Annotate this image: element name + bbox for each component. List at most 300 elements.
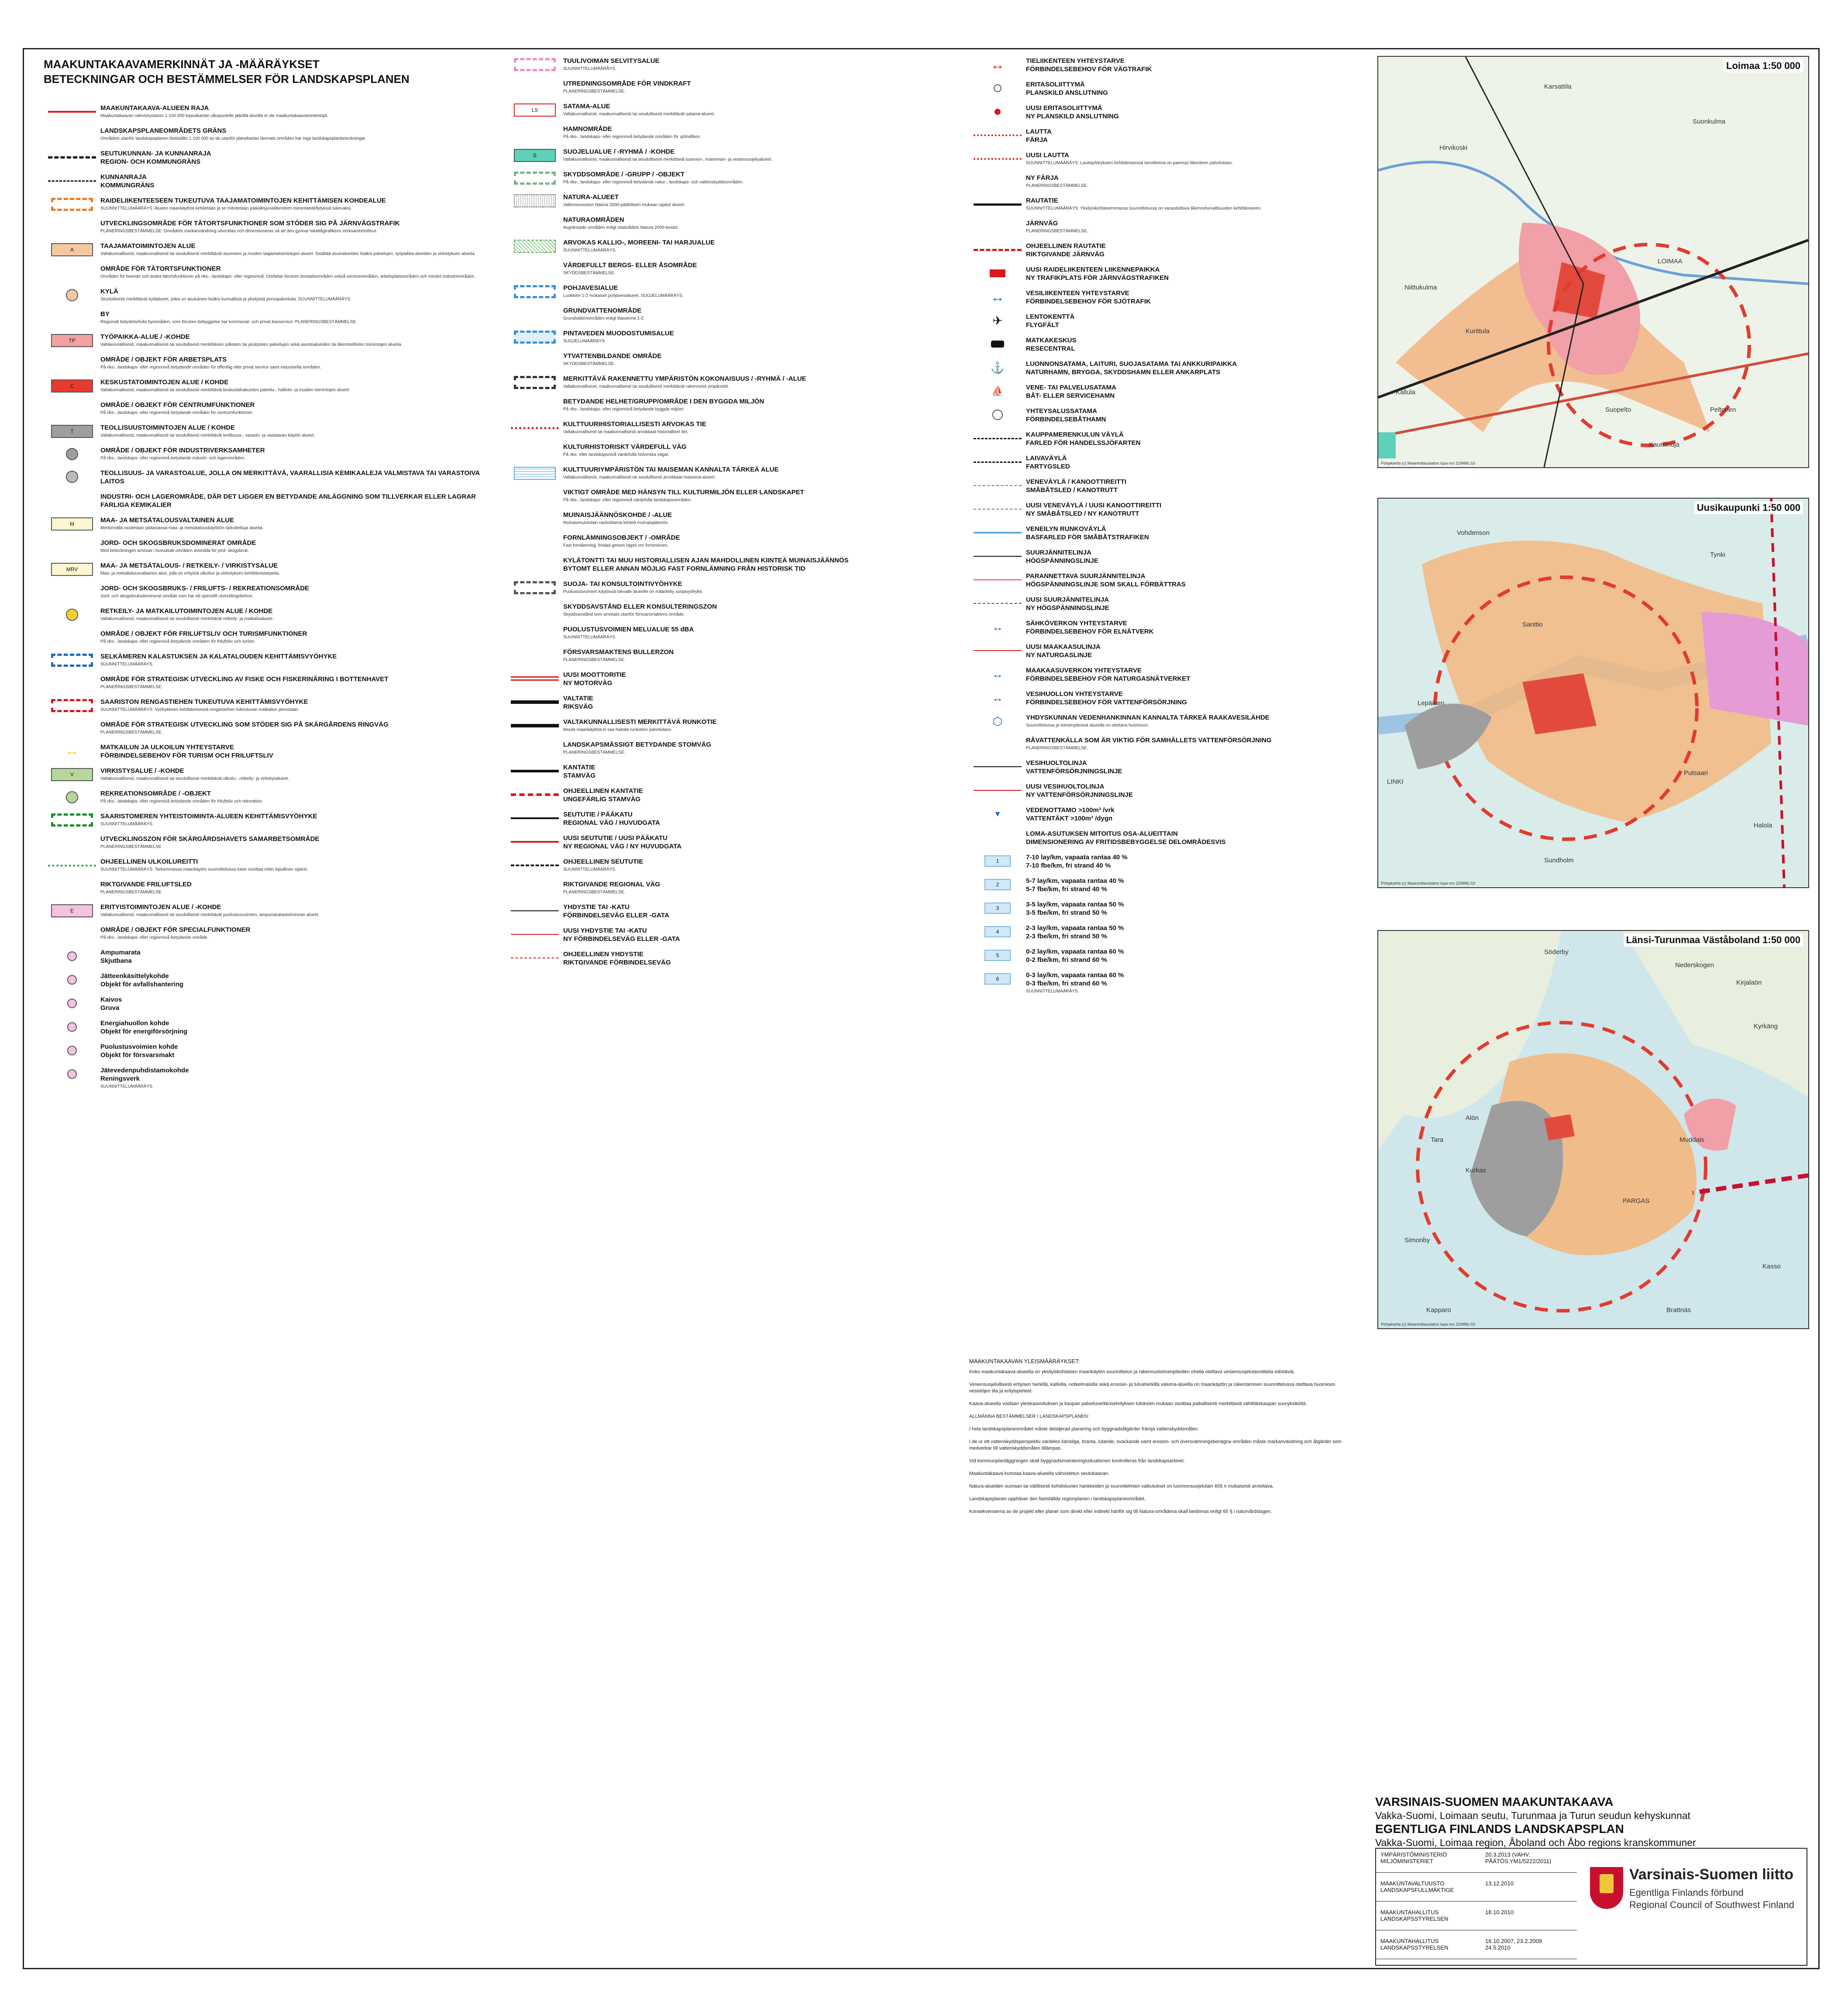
gas-arrow-symbol: ↔: [992, 667, 1003, 681]
legend-entry: [969, 104, 1371, 121]
dash-black-box-symbol: [506, 375, 563, 390]
blue-dash-box-sm-symbol: [506, 284, 563, 300]
legend-entry: [44, 880, 498, 896]
zone-4-symbol: 4: [969, 924, 1026, 940]
approval-row: [1376, 1878, 1577, 1902]
circle-R-symbol: [44, 607, 100, 623]
legend-description: På riks-, landskaps- eller regionnivå betydande natur-, landskaps- och vattenskyddsområden.: [563, 180, 743, 185]
place-label: Halola: [1754, 822, 1772, 829]
place-label: Tara: [1431, 1136, 1444, 1144]
legend-entry: [506, 741, 960, 756]
legend-title: GRUNDVATTENOMRÅDE: [563, 307, 642, 314]
legend-title: Kaivos Gruva: [100, 996, 122, 1012]
legend-text: [563, 927, 960, 943]
legend-text: [100, 173, 498, 189]
legend-entry: [969, 525, 1371, 541]
map-loimaa[interactable]: [1377, 56, 1809, 468]
legend-title: SKYDDSOMRÅDE / -GRUPP / -OBJEKT: [563, 171, 685, 178]
legend-text: [563, 858, 960, 872]
legend-entry: [44, 743, 498, 760]
legend-text: [100, 265, 498, 279]
box-E-symbol: E: [44, 903, 100, 919]
legend-entry: [969, 219, 1371, 235]
symbol-placeholder: [44, 880, 100, 896]
legend-entry: [44, 1019, 498, 1036]
symbol-placeholder: [506, 443, 563, 458]
legend-entry: [506, 603, 960, 618]
place-label: Suonkulma: [1693, 118, 1726, 125]
legend-entry: [969, 57, 1371, 73]
legend-title: NATURA-ALUEET: [563, 193, 619, 201]
legend-entry: [44, 219, 498, 235]
box-V-symbol: V: [44, 767, 100, 782]
legend-description: Luokkien 1-2 mukaiset pohjavesialueet. SUOJELUMÄÄRÄYS.: [563, 293, 684, 298]
legend-text: [100, 835, 498, 850]
legend-description: PLANERINGSBESTÄMMELSE.: [1026, 746, 1088, 751]
symbol-placeholder: [44, 355, 100, 371]
legend-entry: [506, 352, 960, 368]
legend-title: VESILIIKENTEEN YHTEYSTARVE FÖRBINDELSEBEHOV FÖR SJÖTRAFIK: [1026, 289, 1151, 305]
legend-entry: [506, 216, 960, 231]
symbol-placeholder: [44, 835, 100, 851]
legend-entry: [969, 806, 1371, 823]
place-label: Sundholm: [1544, 857, 1574, 864]
legend-text: [563, 284, 960, 299]
legend-description: PLANERINGSBESTÄMMELSE.: [100, 685, 163, 689]
legend-description: Områdets utanför landskapsplanen fastställts 1:100 000 av de utanför planekartan lämnats områden har inga landskapsplanbeteckningar.: [100, 136, 366, 141]
approval-row: [1376, 1849, 1577, 1873]
legend-title: UTREDNINGSOMRÅDE FÖR VINDKRAFT: [563, 80, 691, 87]
legend-entry: [44, 858, 498, 873]
legend-text: [100, 539, 498, 554]
map-title: Uusikaupunki 1:50 000: [1694, 501, 1803, 514]
legend-title: KULTTUURIYMPÄRISTÖN TAI MAISEMAN KANNALTA TÄRKEÄ ALUE: [563, 466, 779, 473]
legend-entry: [506, 238, 960, 254]
road-vt-symbol: [506, 694, 563, 710]
legend-entry: [506, 193, 960, 209]
legend-text: [563, 694, 960, 711]
legend-text: [563, 741, 960, 755]
place-label: Kurkas: [1466, 1167, 1486, 1174]
legend-text: [100, 652, 498, 667]
legend-entry: [44, 972, 498, 989]
legend-text: [100, 310, 498, 325]
title-block: [1375, 1795, 1807, 1849]
legend-entry: [506, 148, 960, 163]
legend-entry: [44, 698, 498, 713]
map-loimaa-canvas: [1378, 57, 1808, 467]
legend-text: [100, 1043, 498, 1059]
place-label: Karsattila: [1544, 83, 1572, 90]
legend-entry: [44, 584, 498, 600]
symbol-placeholder: [44, 720, 100, 736]
map-vastaboland-canvas: [1378, 931, 1808, 1328]
legend-text: [1026, 289, 1371, 306]
legend-title: VEDENOTTAMO >100m³ /vrk VATTENTÄKT >100m³ /dygn: [1026, 806, 1115, 822]
legend-description: SUUNNITTELUMÄÄRÄYS.: [100, 822, 154, 827]
legend-entry: [506, 170, 960, 186]
legend-text: [100, 607, 498, 622]
legend-text: [100, 789, 498, 804]
legend-text: [563, 763, 960, 780]
legend-title: UUSI MAAKAASULINJA NY NATURGASLINJE: [1026, 643, 1101, 659]
legend-text: [563, 79, 960, 94]
legend-entry: [969, 736, 1371, 752]
legend-description: Valtakunnallisesti, maakunnallisesti tai seudullisesti merkittävät teollisuus-, varasto- ja vastaavan käytön alueet.: [100, 433, 315, 438]
legend-description: På riks-, landskaps- eller regionnivå betydande område.: [100, 935, 209, 940]
legend-text: [1026, 104, 1371, 121]
legend-title: 0-2 lay/km, vapaata rantaa 60 % 0-2 fbe/km, fri strand 60 %: [1026, 948, 1124, 964]
legend-text: [1026, 454, 1371, 471]
legend-entry: [506, 102, 960, 118]
legend-title: UUSI VESIHUOLTOLINJA NY VATTENFÖRSÖRJNINGSLINJE: [1026, 783, 1133, 799]
legend-entry: [969, 336, 1371, 353]
place-label: Kallula: [1396, 389, 1416, 396]
legend-text: [1026, 643, 1371, 659]
legend-title: JORD- OCH SKOGSBRUKS- / FRILUFTS- / REKREATIONSOMRÅDE: [100, 585, 310, 592]
legend-title: NATURAOMRÅDEN: [563, 216, 624, 224]
legend-text: [1026, 431, 1371, 447]
legend-title: KULTTUURIHISTORIALLISESTI ARVOKAS TIE: [563, 420, 706, 428]
legend-entry: [44, 516, 498, 532]
fairway5-symbol: [969, 525, 1026, 541]
legend-title: MATKAKESKUS RESECENTRAL: [1026, 337, 1077, 352]
plane-symbol: ✈: [992, 314, 1003, 327]
fairway3-symbol: [969, 478, 1026, 493]
legend-title: KANTATIE STAMVÄG: [563, 764, 595, 779]
place-label: LOIMAA: [1658, 258, 1683, 265]
approval-date: 18.10.2010: [1485, 1909, 1514, 1916]
legend-title: OHJEELLINEN ULKOILUREITTI: [100, 858, 198, 865]
legend-title: VENEILYN RUNKOVÄYLÄ BASFARLED FÖR SMÅBÅTSTRAFIKEN: [1026, 525, 1149, 541]
box-MRV-symbol: MRV: [44, 562, 100, 577]
regulation-paragraph: Koko maakuntakaava-alueella on yksityiskohtaisen maankäytön suunnittelun ja rakennustoimenpiteiden ohella otettava vesiensuojelutavoitteita edistäviä.: [969, 1369, 1295, 1375]
dotted-red-line2-symbol: [969, 151, 1026, 167]
legend-title: VESIHUOLTOLINJA VATTENFÖRSÖRJNINGSLINJE: [1026, 759, 1122, 775]
dotted-red-line-symbol: [969, 127, 1026, 143]
legend-text: [563, 648, 960, 663]
legend-entry: [506, 443, 960, 458]
legend-entry: [969, 196, 1371, 212]
regulation-paragraph: Konsekvenserna av de projekt eller planer som direkt eller indirekt hänför sig till Natura-områdena skall bedömas enligt 65 § i naturvårdslagen.: [969, 1509, 1272, 1514]
legend-title: SEUTUKUNNAN- JA KUNNANRAJA REGION- OCH KOMMUNGRÄNS: [100, 150, 211, 165]
box-C-symbol: C: [44, 378, 100, 394]
legend-text: [563, 397, 960, 412]
regulation-paragraph: Vesiensuojelullisesti erityisen herkillä, kalliolla, notkelmaisilla sekä eroosio- ja tulvaherkillä valuma-alueilla on maankäytön ja rakentamisen suunnittelussa otettava huomioon vesistöjen tila ja erityispiirteet.: [969, 1382, 1335, 1394]
legend-text: [1026, 196, 1371, 211]
legend-description: PLANERINGSBESTÄMMELSE.: [100, 844, 163, 849]
legend-description: Fast fornlämning, fredad genom lagen om fornminnen.: [563, 543, 669, 548]
legend-title: RÅVATTENKÄLLA SOM ÄR VIKTIG FÖR SAMHÄLLETS VATTENFÖRSÖRJNING: [1026, 737, 1272, 744]
legend-entry: [506, 694, 960, 711]
fairway2-symbol: [969, 454, 1026, 470]
legend-title: SÄHKÖVERKON YHTEYSTARVE FÖRBINDELSEBEHOV FÖR ELNÄTVERK: [1026, 620, 1154, 635]
legend-entry: [44, 469, 498, 486]
legend-text: [563, 352, 960, 367]
map-uusikaupunki[interactable]: [1377, 498, 1809, 888]
legend-entry: [44, 607, 498, 623]
legend-entry: [969, 759, 1371, 775]
map-title: Loimaa 1:50 000: [1724, 59, 1803, 72]
legend-text: [100, 743, 498, 760]
legend-text: [1026, 478, 1371, 494]
approval-row: [1376, 1935, 1577, 1959]
legend-title: OHJEELLINEN KANTATIE UNGEFÄRLIG STAMVÄG: [563, 787, 643, 803]
legend-text: [1026, 383, 1371, 400]
symbol-placeholder: [969, 219, 1026, 235]
legend-text: [100, 858, 498, 872]
symbol-placeholder: [506, 556, 563, 572]
legend-text: [563, 375, 960, 389]
legend-entry: [44, 720, 498, 736]
legend-column-3: [969, 57, 1371, 1001]
zone-6-symbol: 6: [969, 971, 1026, 987]
plan-subtitle-fi: Vakka-Suomi, Loimaan seutu, Turunmaa ja Turun seudun kehyskunnat: [1375, 1810, 1690, 1821]
legend-text: [563, 625, 960, 640]
legend-description: Med beteckningen anvisas i huvudsak områden avsedda för jord- skogsbruk.: [100, 548, 249, 553]
regulation-paragraph: ALLMÄNNA BESTÄMMELSER I LANDSKAPSPLANEN:: [969, 1414, 1089, 1419]
legend-title: RAUTATIE: [1026, 197, 1058, 204]
legend-text: [1026, 596, 1371, 612]
legend-title: SUOJELUALUE / -RYHMÄ / -KOHDE: [563, 148, 675, 155]
place-label: Kasso: [1762, 1263, 1781, 1270]
symbol-placeholder: [44, 401, 100, 417]
legend-entry: [969, 289, 1371, 306]
legend-title: INDUSTRI- OCH LAGEROMRÅDE, DÄR DET LIGGER EN BETYDANDE ANLÄGGNING SOM TILLVERKAR ELLER LAGRAR FARLIGA KEMIKALIER: [100, 493, 476, 509]
place-label: Brattnäs: [1666, 1306, 1691, 1314]
legend-entry: [969, 830, 1371, 846]
legend-text: [563, 57, 960, 72]
legend-text: [563, 511, 960, 526]
legend-text: [1026, 336, 1371, 353]
symbol-placeholder: [44, 926, 100, 941]
approval-table: [1375, 1848, 1807, 1966]
legend-title: MUINAISJÄÄNNÖSKOHDE / -ALUE: [563, 511, 672, 519]
legend-text: [563, 950, 960, 967]
place-label: Kaurilinoja: [1649, 441, 1680, 448]
legend-text: [100, 675, 498, 690]
legend-description: SUUNNITTELUMÄÄRÄYS.: [1026, 989, 1079, 994]
legend-description: Valtakunnallisesti, maakunnallisesti tai seudullisesti merkittävät retkeily- ja matkailualueet.: [100, 617, 274, 621]
legend-title: HAMNOMRÅDE: [563, 125, 612, 133]
water-symbol: [969, 759, 1026, 775]
legend-description: På riks-, landskaps- eller regionnivå betydande områden för sjötrafiken.: [563, 134, 701, 139]
legend-text: [100, 516, 498, 531]
road-st-new-symbol: [506, 834, 563, 850]
legend-text: [1026, 57, 1371, 73]
road-vt2-symbol: [506, 718, 563, 734]
legend-entry: [506, 307, 960, 322]
legend-text: [1026, 80, 1371, 97]
legend-entry: [969, 174, 1371, 189]
place-label: Muddais: [1679, 1136, 1704, 1144]
legend-title: UUSI LAUTTA: [1026, 152, 1069, 159]
legend-description: PLANERINGSBESTÄMMELSE.: [1026, 183, 1088, 188]
legend-entry: [969, 127, 1371, 144]
legend-text: [100, 720, 498, 735]
legend-text: [1026, 877, 1371, 893]
legend-title: LAUTTA FÄRJA: [1026, 128, 1052, 144]
place-label: Kapparo: [1426, 1306, 1451, 1314]
legend-description: Områden för boende och andra tätortsfunktioner på riks-, landskaps- eller regionnivå. Omfattar förutom bostadsområden också serviceområden, arbetsplatsområden och mindre industriområden.: [100, 274, 475, 279]
legend-text: [100, 149, 498, 166]
legend-title: RIKTGIVANDE FRILUFTSLED: [100, 881, 192, 888]
map-vastaboland[interactable]: [1377, 930, 1809, 1329]
legend-title: YHDYSTIE TAI -KATU FÖRBINDELSEVÄG ELLER -GATA: [563, 903, 669, 919]
place-label: Kirjalaön: [1736, 979, 1762, 986]
legend-entry: [969, 265, 1371, 282]
legend-entry: [969, 478, 1371, 494]
legend-entry: [44, 926, 498, 941]
blue-lined-box-symbol: [506, 465, 563, 481]
legend-entry: [44, 149, 498, 166]
legend-entry: [506, 375, 960, 390]
legend-column-2: [506, 57, 960, 974]
legend-text: [1026, 242, 1371, 258]
legend-title: YHDYSKUNNAN VEDENHANKINNAN KANNALTA TÄRKEÄ RAAKAVESILÄHDE: [1026, 714, 1270, 721]
dash-green-box-symbol: [506, 170, 563, 186]
legend-title: ERITASOLIITTYMÄ PLANSKILD ANSLUTNING: [1026, 81, 1108, 96]
legend-entry: [44, 812, 498, 828]
legend-title: VALTAKUNNALLISESTI MERKITTÄVÄ RUNKOTIE: [563, 718, 717, 726]
legend-title: VALTATIE RIKSVÄG: [563, 695, 593, 710]
legend-title: ERITYISTOIMINTOJEN ALUE / -KOHDE: [100, 903, 221, 911]
legend-text: [100, 948, 498, 965]
water2-symbol: [969, 782, 1026, 798]
legend-text: [563, 580, 960, 595]
road-yt-dash-symbol: [506, 950, 563, 966]
legend-title: JÄRNVÄG: [1026, 220, 1058, 227]
symbol-placeholder: [44, 493, 100, 508]
legend-title: OMRÅDE / OBJEKT FÖR ARBETSPLATS: [100, 356, 227, 363]
logo-name: Varsinais-Suomen liitto: [1629, 1866, 1793, 1883]
pink-dash-box-symbol: [506, 57, 563, 72]
legend-text: [100, 424, 498, 438]
legend-entry: [506, 903, 960, 920]
legend-entry: [969, 548, 1371, 565]
legend-entry: [44, 333, 498, 348]
legend-text: [563, 465, 960, 480]
legend-description: Muinaismuistolain rauhoittama kiinteä muinaisjäännös.: [563, 520, 669, 525]
approval-date: 20.3.2013 (VAHV. PÄÄTÖS YM1/5222/2011): [1485, 1851, 1552, 1864]
regulation-paragraph: I de ur ett vattenskyddsperspektiv särdeles känsliga, branta, lutande, svackande samt erosion- och översvämningsbenägna områden måste markanvändning och åtgärder som medverkar till vattenskyddsmålen tillämpas.: [969, 1439, 1342, 1451]
legend-title: JORD- OCH SKOGSBRUKSDOMINERAT OMRÅDE: [100, 539, 256, 547]
legend-text: [100, 196, 498, 211]
legend-entry: [506, 125, 960, 141]
power3-symbol: [969, 596, 1026, 611]
legend-description: Valtakunnallisesti, maakunnallisesti tai seudullisesti merkittävät luonnon-, maiseman- ja vesiensuojelualueet.: [563, 157, 772, 162]
symbol-placeholder: [969, 174, 1026, 189]
legend-entry: [969, 501, 1371, 518]
symbol-placeholder: [506, 261, 563, 277]
legend-title: BY: [100, 310, 110, 318]
symbol-placeholder: [506, 125, 563, 141]
legend-entry: [44, 948, 498, 965]
legend-column-1: [44, 57, 498, 1096]
symbol-placeholder: [44, 675, 100, 691]
legend-entry: [969, 877, 1371, 893]
symbol-placeholder: [44, 265, 100, 280]
legend-title: 5-7 lay/km, vapaata rantaa 40 % 5-7 fbe/km, fri strand 40 %: [1026, 877, 1124, 893]
circle-small-symbol: [44, 1019, 100, 1035]
legend-entry: [506, 534, 960, 549]
legend-title: 7-10 lay/km, vapaata rantaa 40 % 7-10 fbe/km, fri strand 40 %: [1026, 854, 1128, 869]
legend-title: 3-5 lay/km, vapaata rantaa 50 % 3-5 fbe/km, fri strand 50 %: [1026, 901, 1124, 916]
legend-text: [563, 170, 960, 185]
legend-entry: [44, 310, 498, 326]
symbol-placeholder: [506, 397, 563, 413]
zone-3-symbol: 3: [969, 900, 1026, 916]
plan-subtitle-sv: Vakka-Suomi, Loimaa region, Åboland och Åbo regions kranskommuner: [1375, 1837, 1696, 1848]
legend-title: BETYDANDE HELHET/GRUPP/OMRÅDE I DEN BYGGDA MILJÖN: [563, 398, 764, 405]
legend-entry: [506, 880, 960, 896]
symbol-placeholder: [506, 603, 563, 618]
legend-text: [100, 1019, 498, 1036]
legend-entry: [506, 261, 960, 277]
general-heading: MAAKUNTAKAAVAN YLEISMÄÄRÄYKSET:: [969, 1358, 1080, 1364]
legend-description: På riks-, landskaps- eller regionnivå betydande industri- och lagerområden.: [100, 456, 246, 461]
legend-entry: [506, 420, 960, 436]
green-dots-symbol: [44, 858, 100, 873]
map-credit: Pohjakartta (c) Maanmittauslaitos lupa nro 22/MML/10: [1381, 881, 1476, 885]
legend-entry: [44, 1043, 498, 1059]
dash-black-box2-symbol: [506, 580, 563, 596]
legend-title: OMRÅDE / OBJEKT FÖR INDUSTRIVERKSAMHETER: [100, 447, 265, 454]
symbol-placeholder: [506, 79, 563, 95]
legend-entry: [506, 284, 960, 300]
legend-title: MAA- JA METSÄTALOUSVALTAINEN ALUE: [100, 517, 234, 524]
legend-entry: [44, 265, 498, 280]
legend-title: SELKÄMEREN KALASTUKSEN JA KALATALOUDEN KEHITTÄMISVYÖHYKE: [100, 653, 337, 660]
legend-text: [100, 219, 498, 234]
legend-entry: [969, 360, 1371, 376]
logo-line-2: Egentliga Finlands förbund: [1629, 1887, 1744, 1898]
legend-title: OHJEELLINEN RAUTATIE RIKTGIVANDE JÄRNVÄG: [1026, 242, 1106, 258]
legend-title: MATKAILUN JA ULKOILUN YHTEYSTARVE FÖRBINDELSEBEHOV FÖR TURISM OCH FRILUFTSLIV: [100, 744, 273, 759]
legend-title: YTVATTENBILDANDE OMRÅDE: [563, 352, 662, 360]
legend-title: UTVECKLINGSZON FÖR SKÄRGÅRDSHAVETS SAMARBETSOMRÅDE: [100, 835, 320, 843]
regulation-paragraph: Kaava-alueella voidaan yleiskaavoituksen ja kaupan palveluverkkoselvityksen tuloksien mukaan osoittaa paikallisesti merkittäviä vähittäiskaupan suuryksiköitä.: [969, 1401, 1307, 1406]
legend-entry: [969, 924, 1371, 941]
place-label: Santtio: [1522, 621, 1543, 628]
legend-title: TIELIIKENTEEN YHTEYSTARVE FÖRBINDELSEBEHOV FÖR VÄGTRAFIK: [1026, 57, 1152, 73]
legend-title: Puolustusvoimien kohde Objekt för försvarsmakt: [100, 1043, 178, 1059]
legend-description: Jord- och skogsbruksdominerat område som har ett speciellt utvecklingsbehov.: [100, 594, 253, 599]
legend-title: 0-3 lay/km, vapaata rantaa 60 % 0-3 fbe/km, fri strand 60 %: [1026, 972, 1124, 987]
anchor-symbol: ⚓: [990, 361, 1005, 374]
legend-description: Grundvattenområden enligt klasserna 1-2.: [563, 316, 645, 321]
symbol-placeholder: [506, 534, 563, 549]
symbol-placeholder: [969, 736, 1026, 752]
legend-title: SUURJÄNNITELINJA HÖGSPÄNNINGSLINJE: [1026, 549, 1098, 565]
circle-open-symbol: [969, 80, 1026, 96]
legend-text: [563, 329, 960, 344]
circle-small-symbol: [44, 1043, 100, 1058]
map-credit: Pohjakartta (c) Maanmittauslaitos lupa nro 22/MML/10: [1381, 461, 1476, 465]
legend-title: SUOJA- TAI KONSULTOINTIVYÖHYKE: [563, 580, 682, 588]
legend-description: SUUNNITTELUMÄÄRÄYS.: [563, 635, 616, 640]
legend-description: SUUNNITTELUMÄÄRÄYS: Vyöhykkeen kehittämisessä rengastiehen tukeutuvan matkailun perustaan.: [100, 707, 299, 712]
legend-text: [100, 1066, 498, 1089]
legend-text: [100, 333, 498, 348]
legend-entry: [506, 580, 960, 596]
legend-description: På riks-, landskaps- eller regionnivå betydande områden för centrumfunktioner.: [100, 410, 253, 415]
legend-text: [1026, 501, 1371, 518]
place-label: Kyrkäng: [1754, 1023, 1778, 1030]
legend-description: Maakuntakaavan vahvistustason 1:100 000 kaavakartan ulkopuolelle jäävillä alueilla ei ole maakuntakaavamerkintöjä.: [100, 114, 328, 118]
legend-entry: [506, 648, 960, 664]
legend-title: LUONNONSATAMA, LAITURI, SUOJASATAMA TAI ANKKURIPAIKKA NATURHAMN, BRYGGA, SKYDDSHAMN ELLER ANKARPLATS: [1026, 360, 1237, 376]
